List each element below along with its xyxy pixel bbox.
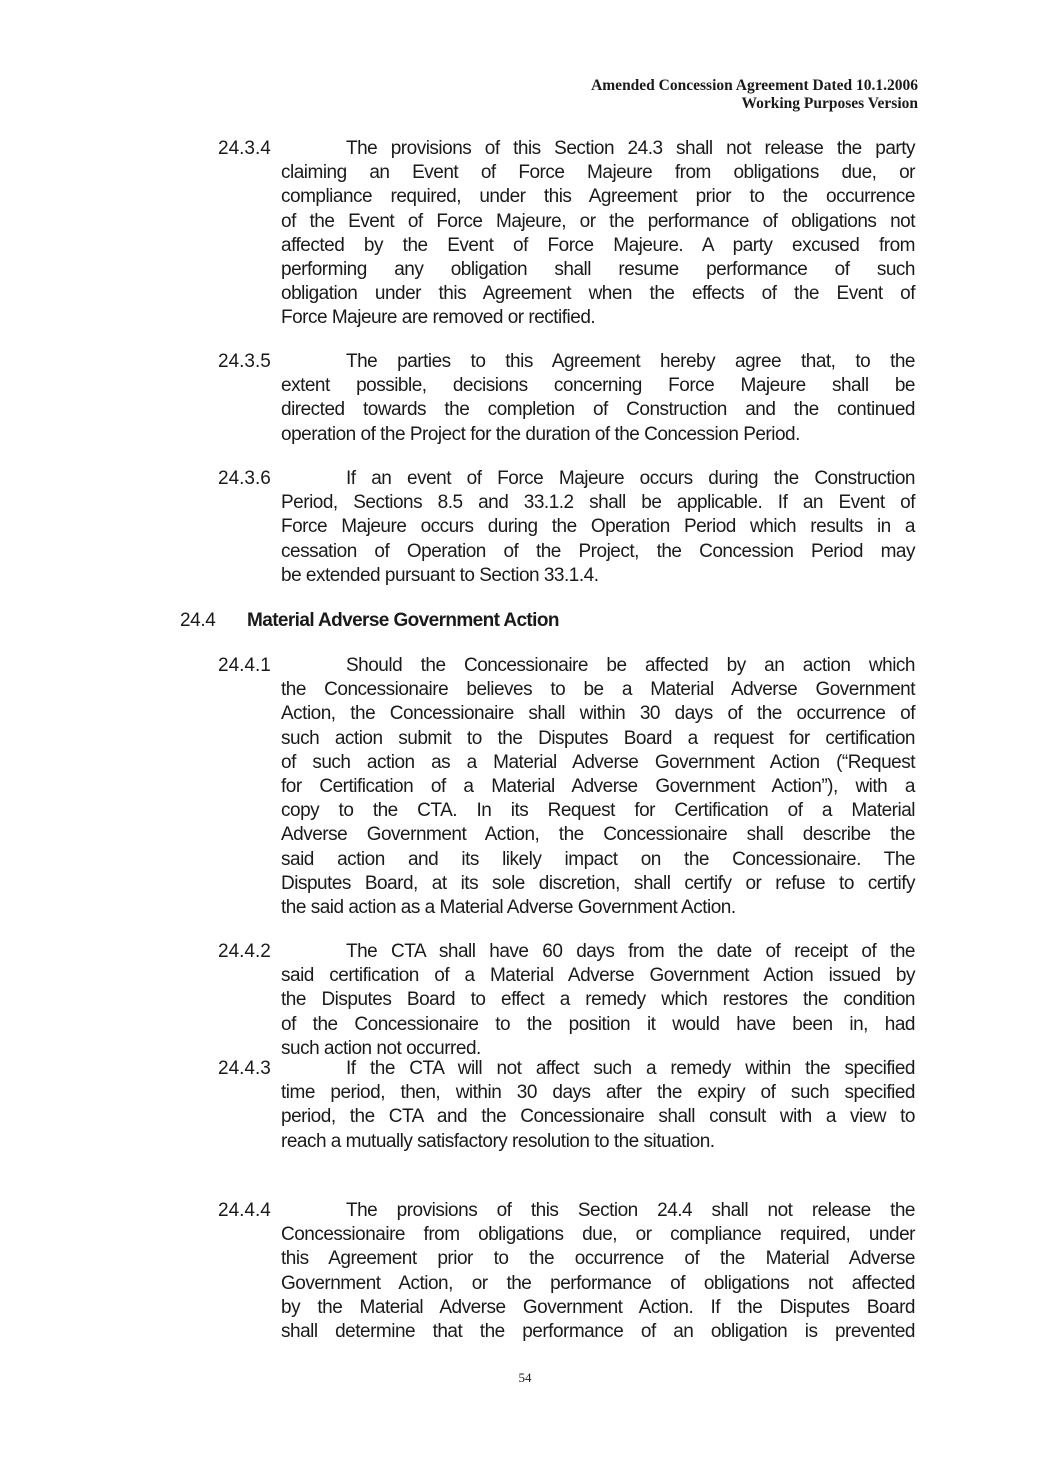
clause-line: Should the Concessionaire be affected by an action which [346,655,915,676]
section-title: Material Adverse Government Action [247,610,559,631]
clause-line: extent possible, decisions concerning Force Majeure shall be [281,375,915,397]
clause-text [281,137,915,331]
clause-number: 24.4.1 [218,655,271,676]
clause-number: 24.4.2 [218,941,271,962]
clause-line: Period, Sections 8.5 and 33.1.2 shall be applicable. If an Event of [281,492,915,514]
clause-line: the Concessionaire believes to be a Material Adverse Government [281,679,915,701]
clause-line: cessation of Operation of the Project, the Concession Period may [281,540,915,562]
clause-line: be extended pursuant to Section 33.1.4. [281,564,599,586]
clause-line: this Agreement prior to the occurrence of the Material Adverse [281,1248,915,1270]
page-number: 54 [518,1370,532,1385]
clause-line: If an event of Force Majeure occurs during the Construction [346,468,915,489]
clause-text [281,467,915,588]
clause-line: of the Event of Force Majeure, or the performance of obligations not [281,210,915,232]
clause-number: 24.4.4 [218,1200,271,1221]
clause-number: 24.4.3 [218,1058,271,1079]
clause-line: period, the CTA and the Concessionaire shall consult with a view to [281,1106,915,1128]
clause-line: of such action as a Material Adverse Government Action (“Request [281,751,915,773]
clause-line: affected by the Event of Force Majeure. A party excused from [281,234,915,256]
clause-line: compliance required, under this Agreement prior to the occurrence [281,186,915,208]
clause-line: Disputes Board, at its sole discretion, shall certify or refuse to certify [281,872,915,894]
clause-line: The CTA shall have 60 days from the date of receipt of the [346,941,915,962]
clause-line: performing any obligation shall resume performance of such [281,259,915,281]
clause-number: 24.3.4 [218,138,271,159]
clause-line: the Disputes Board to effect a remedy which restores the condition [281,989,915,1011]
clause-line: said action and its likely impact on the Concessionaire. The [281,848,915,870]
clause-line: the said action as a Material Adverse Government Action. [281,897,736,919]
clause-line: The provisions of this Section 24.4 shall not release the [346,1200,915,1221]
clause-line: The parties to this Agreement hereby agree that, to the [346,351,915,372]
clause-line: Government Action, or the performance of obligations not affected [281,1272,915,1294]
running-header-title: Amended Concession Agreement Dated 10.1.2006 [591,77,918,94]
clause-number: 24.3.6 [218,468,271,489]
clause-line: operation of the Project for the duration of the Concession Period. [281,423,800,445]
clause-line: said certification of a Material Adverse Government Action issued by [281,965,915,987]
clause-line: shall determine that the performance of an obligation is prevented [281,1321,915,1343]
clause-line: of the Concessionaire to the position it would have been in, had [281,1013,915,1035]
clause-line: claiming an Event of Force Majeure from obligations due, or [281,162,915,184]
running-header-version: Working Purposes Version [741,95,918,112]
clause-line: reach a mutually satisfactory resolution to the situation. [281,1130,715,1152]
clause-line: Concessionaire from obligations due, or compliance required, under [281,1224,915,1246]
clause-line: Adverse Government Action, the Concessionaire shall describe the [281,824,915,846]
clause-text [281,1057,915,1154]
clause-line: copy to the CTA. In its Request for Certification of a Material [281,800,915,822]
clause-line: directed towards the completion of Construction and the continued [281,399,915,421]
clause-line: The provisions of this Section 24.3 shall not release the party [346,138,915,159]
clause-text [281,350,915,447]
clause-line: Force Majeure are removed or rectified. [281,307,596,329]
clause-line: If the CTA will not affect such a remedy within the specified [346,1058,915,1079]
clause-text [281,940,915,1061]
clause-line: by the Material Adverse Government Action. If the Disputes Board [281,1296,915,1318]
section-number: 24.4 [180,610,216,631]
clause-line: Force Majeure occurs during the Operation Period which results in a [281,516,915,538]
clause-number: 24.3.5 [218,351,271,372]
clause-text [281,654,915,920]
clause-line: for Certification of a Material Adverse Government Action”), with a [281,776,915,798]
clause-line: obligation under this Agreement when the effects of the Event of [281,283,915,305]
clause-text [281,1199,915,1344]
clause-line: time period, then, within 30 days after the expiry of such specified [281,1082,915,1104]
clause-line: Action, the Concessionaire shall within 30 days of the occurrence of [281,703,915,725]
clause-line: such action submit to the Disputes Board a request for certification [281,727,915,749]
clause-line: such action not occurred. [281,1037,481,1059]
